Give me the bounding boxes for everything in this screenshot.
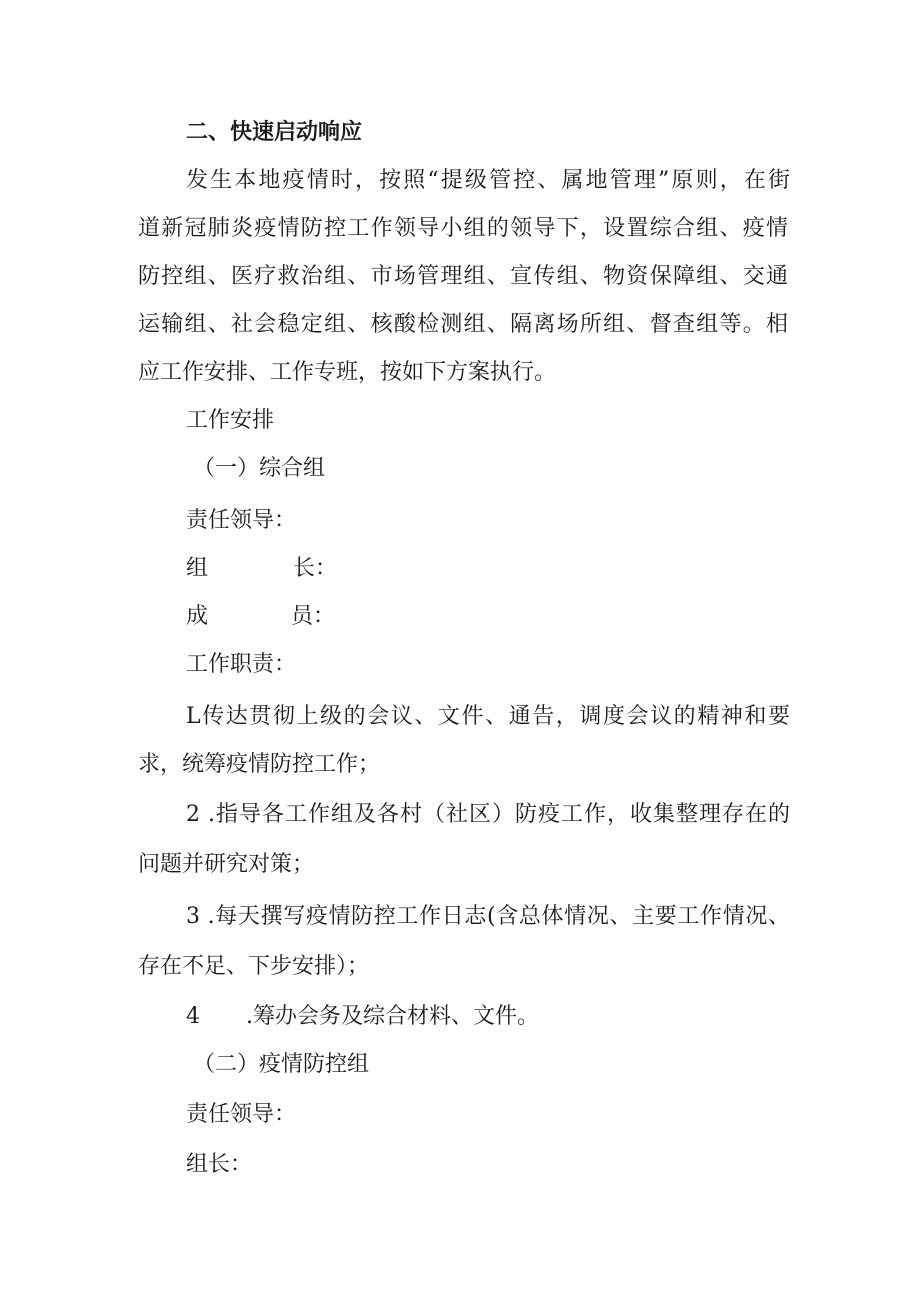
group1-title: （一）综合组 — [193, 456, 326, 481]
duty-item-3-line-2: 存在不足、下步安排）； — [138, 954, 370, 979]
group2-head-label: 组长： — [186, 1152, 253, 1177]
section-heading: 二、快速启动响应 — [186, 120, 363, 145]
intro-line-1: 发生本地疫情时，按照“提级管控、属地管理”原则，在街 — [186, 168, 790, 193]
duty-item-4 — [186, 1002, 539, 1032]
group1-member-label-a: 成 — [186, 604, 209, 629]
duty-item-2-line-1: 2 .指导各工作组及各村（社区）防疫工作，收集整理存在的 — [186, 802, 790, 827]
duty-item-4-text: .筹办会务及综合材料、文件。 — [246, 1004, 539, 1029]
group1-head-label-b: 长： — [293, 556, 338, 581]
intro-line-4: 运输组、社会稳定组、核酸检测组、隔离场所组、督查组等。相 — [138, 312, 788, 337]
group1-head-label-a: 组 — [186, 556, 209, 581]
intro-line-2: 道新冠肺炎疫情防控工作领导小组的领导下，设置综合组、疫情 — [138, 216, 788, 241]
group2-title: （二）疫情防控组 — [193, 1052, 370, 1077]
duty-item-2-line-2: 问题并研究对策； — [138, 852, 315, 877]
duty-item-4-number: 4 — [186, 1004, 200, 1029]
group1-member-label — [186, 602, 335, 632]
group1-member-label-b: 员： — [291, 604, 336, 629]
group2-leader-label: 责任领导： — [186, 1102, 297, 1127]
duty-item-1-line-2: 求，统筹疫情防控工作； — [138, 752, 381, 777]
intro-line-3: 防控组、医疗救治组、市场管理组、宣传组、物资保障组、交通 — [138, 264, 788, 289]
group1-leader-label: 责任领导： — [186, 508, 297, 533]
work-arrangement-label: 工作安排 — [186, 408, 275, 433]
duty-item-3-line-1: 3 .每天撰写疫情防控工作日志(含总体情况、主要工作情况、 — [186, 904, 790, 929]
group1-duty-label: 工作职责： — [186, 652, 297, 677]
intro-line-5: 应工作安排、工作专班，按如下方案执行。 — [138, 360, 557, 385]
duty-item-1-line-1: L传达贯彻上级的会议、文件、通告，调度会议的精神和要 — [186, 704, 790, 729]
group1-head-label — [186, 554, 337, 584]
